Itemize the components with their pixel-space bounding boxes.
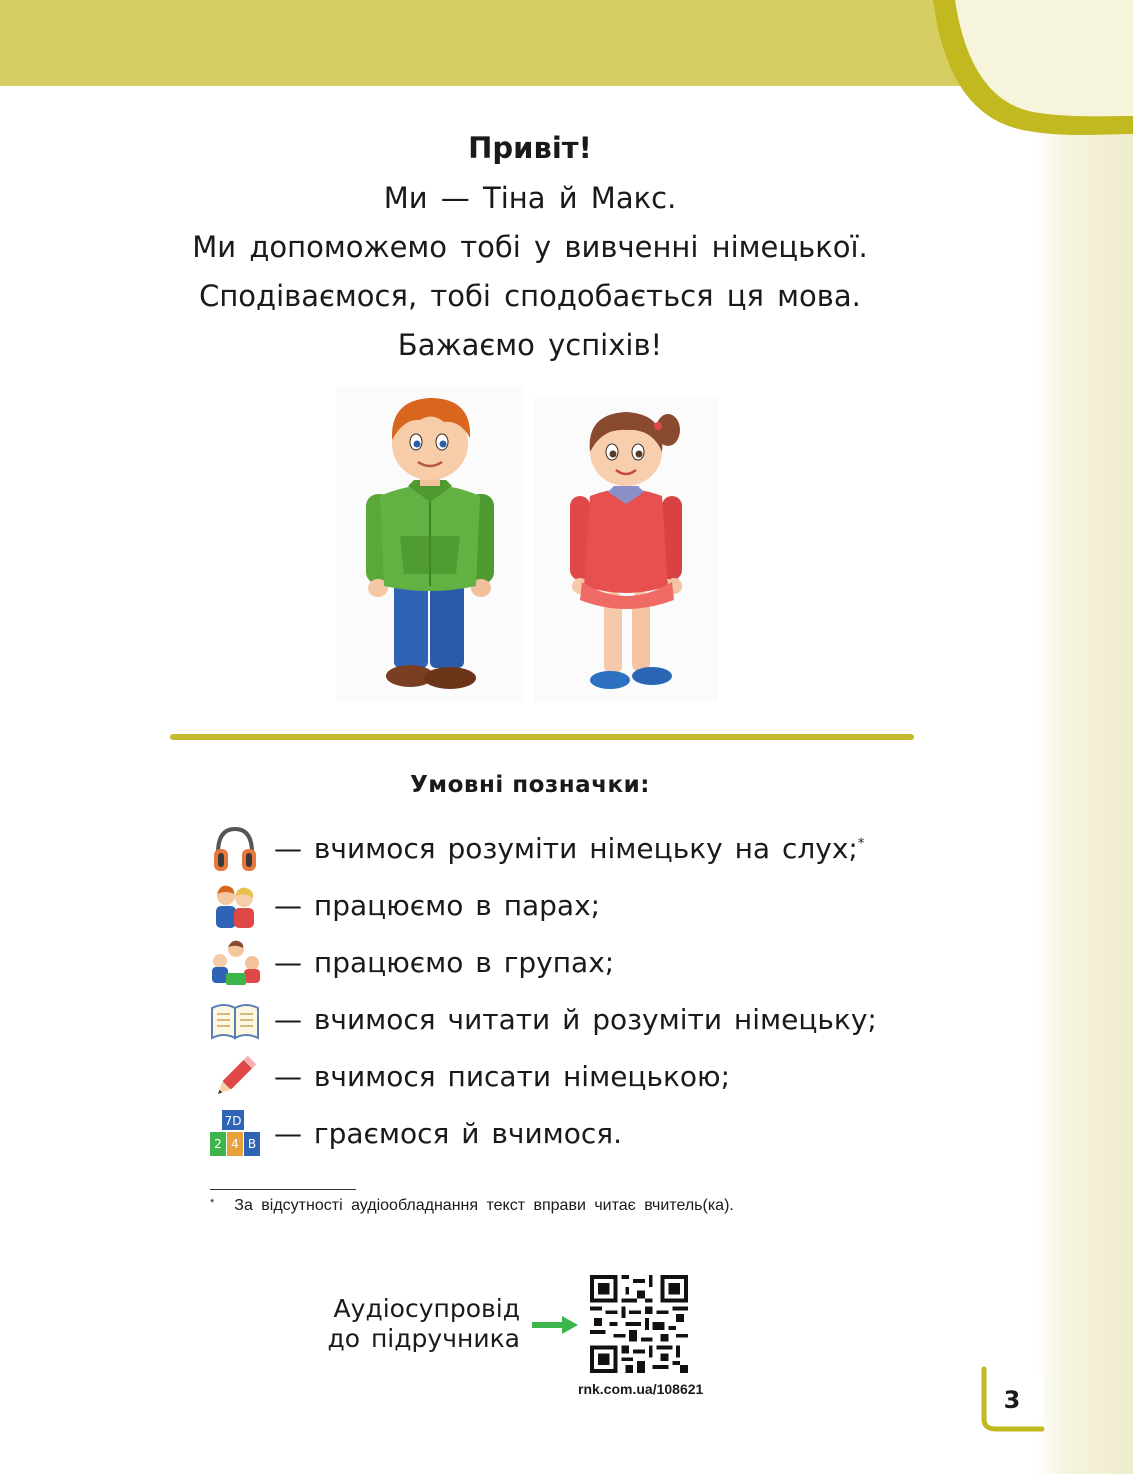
corner-swoosh-decoration bbox=[893, 0, 1133, 140]
legend-item bbox=[208, 820, 877, 877]
legend-item bbox=[208, 991, 877, 1048]
group-work-icon bbox=[208, 937, 262, 989]
legend-text: — працюємо в парах; bbox=[274, 889, 601, 922]
greeting-line: Ми — Тіна й Макс. bbox=[383, 181, 677, 215]
legend-item bbox=[208, 1048, 877, 1105]
legend-list bbox=[208, 820, 877, 1162]
svg-text:4: 4 bbox=[231, 1136, 239, 1151]
pair-work-icon bbox=[208, 880, 262, 932]
right-side-band bbox=[1033, 0, 1133, 1474]
qr-code[interactable] bbox=[590, 1275, 688, 1373]
headphones-icon bbox=[208, 823, 262, 875]
legend-item bbox=[208, 934, 877, 991]
open-book-icon bbox=[208, 994, 262, 1046]
audio-label-line: Аудіосупровід bbox=[333, 1294, 520, 1323]
legend-title: Умовні позначки: bbox=[410, 772, 650, 798]
svg-text:2: 2 bbox=[214, 1136, 222, 1151]
legend-item bbox=[208, 1105, 877, 1162]
girl-tina-illustration bbox=[534, 396, 718, 702]
footnote-rule bbox=[210, 1189, 356, 1190]
page-number: 3 bbox=[1003, 1386, 1021, 1414]
legend-text: — працюємо в групах; bbox=[274, 946, 615, 979]
footnote bbox=[210, 1197, 734, 1215]
greeting-line: Ми допоможемо тобі у вивченні німецької. bbox=[192, 230, 868, 264]
svg-text:7D: 7D bbox=[224, 1113, 242, 1128]
svg-text:B: B bbox=[247, 1136, 257, 1151]
legend-text: — вчимося розуміти німецьку на слух;* bbox=[274, 832, 865, 865]
greeting-line: Сподіваємося, тобі сподобається ця мова. bbox=[199, 279, 861, 313]
audio-label bbox=[300, 1294, 520, 1354]
pencil-icon bbox=[208, 1051, 262, 1103]
legend-text: — вчимося писати німецькою; bbox=[274, 1060, 731, 1093]
audio-label-line: до підручника bbox=[327, 1324, 520, 1353]
legend-item bbox=[208, 877, 877, 934]
green-arrow-icon bbox=[530, 1314, 580, 1336]
legend-text: — граємося й вчимося. bbox=[274, 1117, 623, 1150]
boy-max-illustration bbox=[336, 386, 524, 702]
greeting-line: Бажаємо успіхів! bbox=[397, 328, 663, 362]
greeting-block bbox=[100, 122, 960, 370]
footnote-mark: * bbox=[857, 836, 865, 852]
footnote-mark: * bbox=[210, 1197, 215, 1209]
qr-url[interactable]: rnk.com.ua/108621 bbox=[578, 1381, 704, 1397]
legend-text: — вчимося читати й розуміти німецьку; bbox=[274, 1003, 877, 1036]
footnote-text: За відсутності аудіообладнання текст вправи читає вчитель(ка). bbox=[234, 1197, 734, 1214]
section-divider bbox=[170, 734, 914, 740]
greeting-title: Привіт! bbox=[468, 131, 592, 165]
blocks-icon bbox=[208, 1108, 262, 1160]
